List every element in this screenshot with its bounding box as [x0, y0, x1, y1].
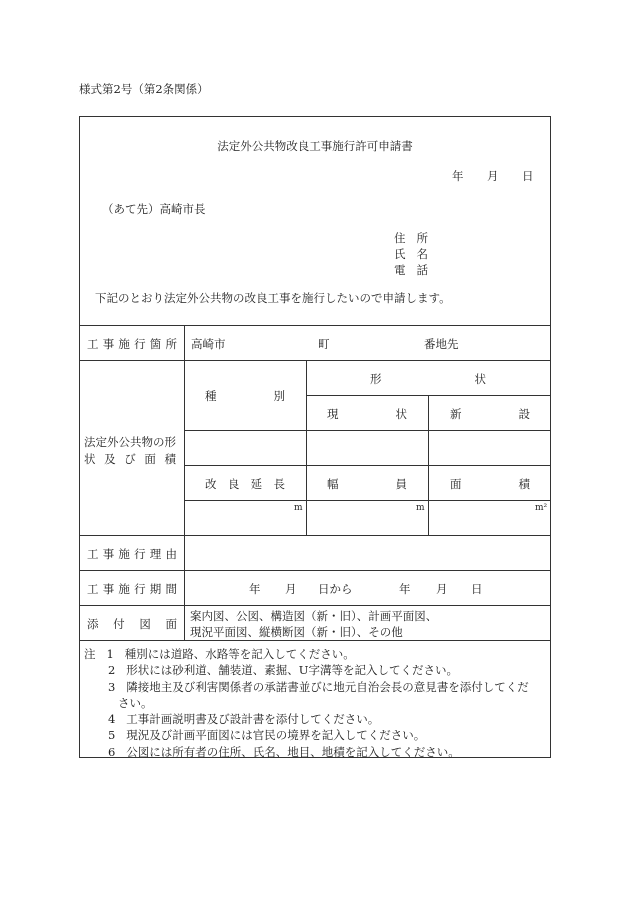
- attachments-line1: 案内図、公図、構造図（新・旧）、計画平面図、: [190, 609, 438, 623]
- period-label: 工 事 施 行 期 間: [87, 582, 177, 596]
- attachments-line2: 現況平面図、縦横断図（新・旧）、その他: [190, 625, 403, 639]
- period-end-month: 月: [436, 582, 448, 596]
- shape-col-divider-2: [428, 395, 429, 535]
- unit-width: m: [416, 503, 425, 513]
- divider-period: [79, 605, 551, 606]
- divider-shape-row2: [184, 465, 551, 466]
- period-start-month: 月: [285, 582, 297, 596]
- area-header: 面 積: [450, 477, 530, 491]
- date-day: 日: [522, 169, 534, 183]
- divider-header: [79, 325, 551, 326]
- location-city: 高崎市: [191, 337, 226, 351]
- type-header: 種 別: [205, 389, 285, 403]
- note-4: 4 工事計画説明書及び設計書を添付してください。: [108, 712, 380, 727]
- unit-area: m²: [535, 503, 548, 513]
- intro-text: 下記のとおり法定外公共物の改良工事を施行したいので申請します。: [95, 291, 451, 305]
- new-header: 新 設: [450, 407, 530, 421]
- date-year: 年: [452, 169, 464, 183]
- note-3: 3 隣接地主及び利害関係者の承諾書並びに地元自治会長の意見書を添付してくだ: [108, 679, 529, 694]
- period-end-year: 年: [399, 582, 411, 596]
- label-column-divider: [184, 325, 185, 640]
- note-2: 2 形状には砂利道、舗装道、素掘、U字溝等を記入してください。: [108, 663, 458, 678]
- form-number-label: 様式第2号（第2条関係）: [79, 82, 209, 96]
- divider-shape-row1: [184, 430, 551, 431]
- note-5: 5 現況及び計画平面図には官民の境界を記入してください。: [108, 728, 426, 743]
- divider-shape: [79, 535, 551, 536]
- location-town: 町: [318, 337, 330, 351]
- notes-section: [84, 646, 529, 760]
- reason-label: 工 事 施 行 理 由: [87, 547, 177, 561]
- divider-shape-row3: [184, 500, 551, 501]
- period-start-year: 年: [249, 582, 261, 596]
- period-start-day: 日から: [318, 582, 353, 596]
- date-month: 月: [487, 169, 499, 183]
- divider-reason: [79, 570, 551, 571]
- length-header: 改 良 延 長: [205, 477, 285, 491]
- applicant-name-label: 氏 名: [394, 247, 428, 261]
- note-6: 6 公図には所有者の住所、氏名、地目、地積を記入してください。: [108, 744, 460, 759]
- unit-length: m: [294, 503, 303, 513]
- divider-location: [79, 360, 551, 361]
- addressee: （あて先）高崎市長: [102, 202, 206, 216]
- shape-area-label-line1: 法定外公共物の形: [84, 435, 176, 449]
- shape-col-divider-1: [306, 360, 307, 535]
- attachments-label: 添 付 図 面: [87, 617, 177, 631]
- applicant-address-label: 住 所: [394, 231, 428, 245]
- location-label: 工 事 施 行 箇 所: [87, 337, 177, 351]
- shape-header: 形 状: [370, 372, 486, 386]
- divider-attachments: [79, 640, 551, 641]
- note-3-continuation: さい。: [118, 695, 153, 710]
- shape-area-label-line2: 状 及 び 面 積: [84, 452, 176, 466]
- width-header: 幅 員: [327, 477, 407, 491]
- current-header: 現 状: [327, 407, 407, 421]
- note-1: 注 1 種別には道路、水路等を記入してください。: [84, 647, 355, 661]
- location-lot: 番地先: [424, 337, 459, 351]
- form-title: 法定外公共物改良工事施行許可申請書: [217, 139, 413, 153]
- applicant-phone-label: 電 話: [394, 263, 428, 277]
- period-end-day: 日: [471, 582, 483, 596]
